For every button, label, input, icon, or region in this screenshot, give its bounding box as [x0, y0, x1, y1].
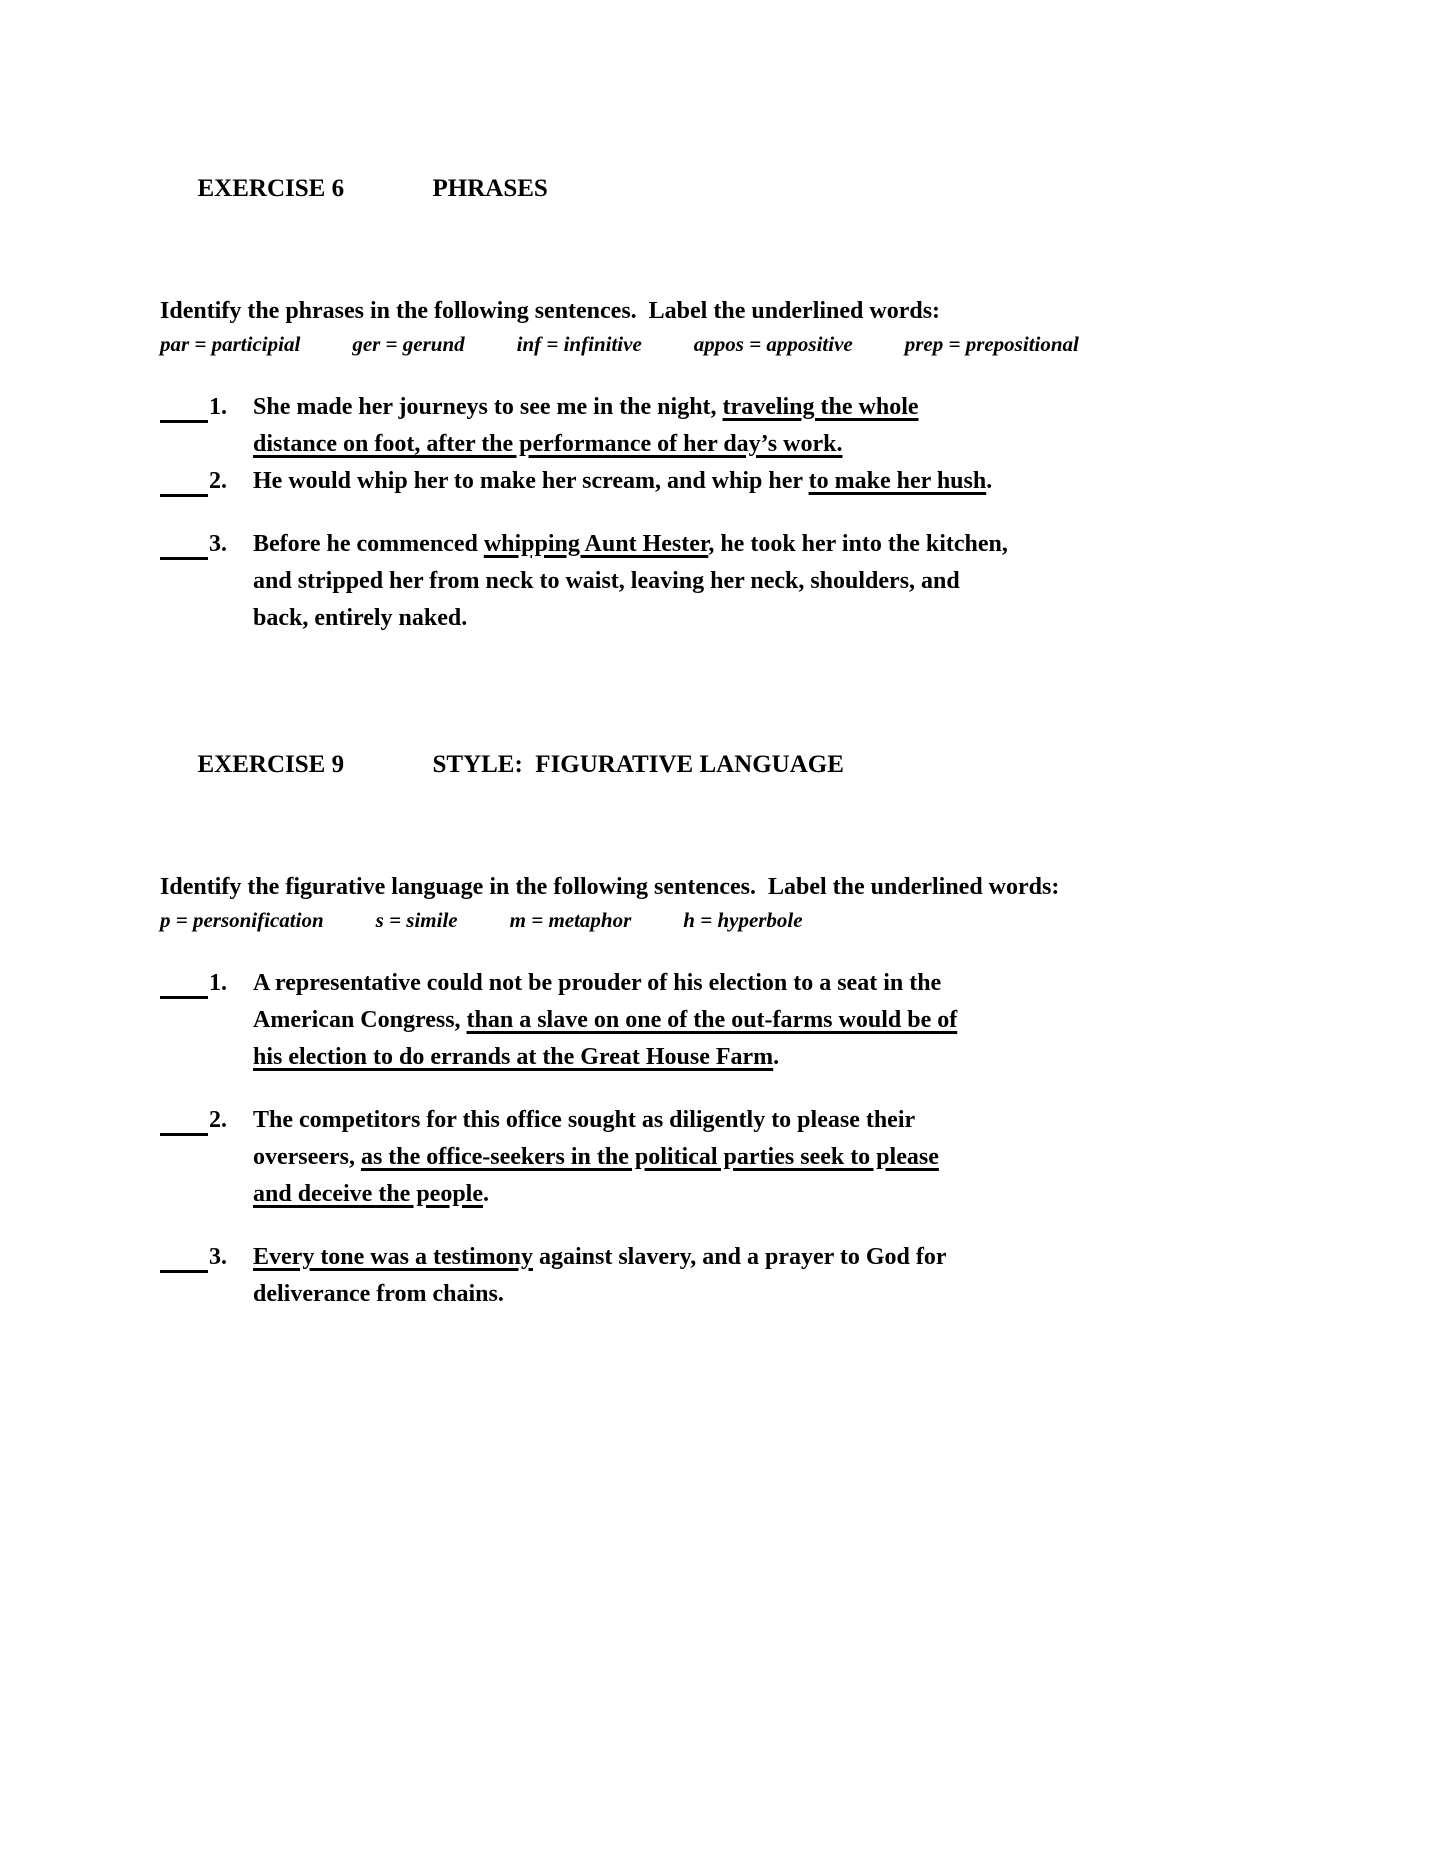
- key-entry: inf = infinitive: [516, 332, 642, 356]
- item-text-line: [253, 600, 1008, 637]
- item-number: 1.: [209, 970, 227, 996]
- item-text: [253, 965, 957, 1076]
- item-text-line: [253, 1102, 939, 1139]
- plain-text: She made her journeys to see me in the night,: [253, 394, 723, 420]
- exercise-9-items: [160, 965, 1325, 1313]
- item-text-line: [253, 463, 992, 500]
- answer-blank: [160, 526, 208, 560]
- underlined-phrase: his election to do errands at the Great House Farm: [253, 1044, 774, 1070]
- item-number: 2.: [209, 1107, 227, 1133]
- exercise-9-heading-label: EXERCISE 9: [197, 751, 345, 778]
- item-text-line: [253, 1276, 947, 1313]
- section-exercise-9: [160, 717, 1325, 1313]
- key-entry: m = metaphor: [509, 908, 632, 932]
- plain-text: against slavery, and a prayer to God for: [532, 1244, 947, 1270]
- item-text: [253, 526, 1008, 637]
- underlined-phrase: Every tone was a testimony: [253, 1244, 533, 1270]
- plain-text: overseers,: [253, 1144, 361, 1170]
- exercise-9-instructions: Identify the figurative language in the following sentences. Label the underlined words:: [160, 874, 1060, 900]
- item-number: 3.: [209, 1244, 227, 1270]
- item-text-line: [253, 1239, 947, 1276]
- plain-text: .: [482, 1181, 489, 1207]
- answer-blank: [160, 965, 208, 999]
- key-entry: appos = appositive: [693, 332, 853, 356]
- exercise-item: [160, 965, 1325, 1076]
- item-number: 3.: [209, 531, 227, 557]
- exercise-item: [160, 463, 1325, 500]
- underlined-phrase: distance on foot, after the performance of her day’s work.: [253, 431, 843, 457]
- item-text: [253, 1102, 939, 1213]
- underlined-phrase: and deceive the people: [253, 1181, 483, 1207]
- key-entry: par = participial: [160, 332, 301, 356]
- answer-blank: [160, 463, 208, 497]
- plain-text: deliverance from chains.: [253, 1281, 504, 1307]
- key-entry: prep = prepositional: [904, 332, 1079, 356]
- underlined-phrase: whipping Aunt Hester: [483, 531, 709, 557]
- exercise-9-heading: [160, 717, 1325, 813]
- answer-blank: [160, 389, 208, 423]
- item-text: [253, 1239, 947, 1313]
- exercise-item: [160, 389, 1325, 463]
- plain-text: and stripped her from neck to waist, leaving her neck, shoulders, and: [253, 568, 960, 594]
- plain-text: He would whip her to make her scream, and whip her: [253, 468, 809, 494]
- exercise-item: [160, 1102, 1325, 1213]
- item-text-line: [253, 1002, 957, 1039]
- underlined-phrase: to make her hush: [808, 468, 987, 494]
- item-text-line: [253, 965, 957, 1002]
- exercise-item: [160, 1239, 1325, 1313]
- item-text: [253, 463, 992, 500]
- item-text-line: [253, 389, 919, 426]
- key-entry: s = simile: [375, 908, 458, 932]
- plain-text: A representative could not be prouder of his election to a seat in the: [253, 970, 942, 996]
- key-entry: h = hyperbole: [683, 908, 803, 932]
- underlined-phrase: than a slave on one of the out-farms would be of: [466, 1007, 958, 1033]
- item-text-line: [253, 1176, 939, 1213]
- exercise-item: [160, 526, 1325, 637]
- item-text-line: [253, 426, 919, 463]
- key-entry: ger = gerund: [352, 332, 465, 356]
- exercise-6-heading: [160, 141, 1325, 237]
- item-number: 1.: [209, 394, 227, 420]
- plain-text: .: [773, 1044, 780, 1070]
- answer-blank: [160, 1239, 208, 1273]
- exercise-6-abbreviation-key: [160, 329, 1325, 359]
- underlined-phrase: traveling the whole: [722, 394, 919, 420]
- plain-text: .: [986, 468, 993, 494]
- exercise-6-heading-label: EXERCISE 6: [197, 175, 345, 202]
- exercise-9-abbreviation-key: [160, 905, 1325, 935]
- item-text: [253, 389, 919, 463]
- key-entry: p = personification: [160, 908, 324, 932]
- plain-text: back, entirely naked.: [253, 605, 468, 631]
- plain-text: , he took her into the kitchen,: [708, 531, 1008, 557]
- section-exercise-6: [160, 141, 1325, 637]
- item-text-line: [253, 526, 1008, 563]
- plain-text: American Congress,: [253, 1007, 467, 1033]
- exercise-9-heading-title: STYLE: FIGURATIVE LANGUAGE: [432, 751, 844, 778]
- item-number: 2.: [209, 468, 227, 494]
- plain-text: The competitors for this office sought as diligently to please their: [253, 1107, 916, 1133]
- underlined-phrase: as the office-seekers in the political parties seek to please: [360, 1144, 939, 1170]
- plain-text: Before he commenced: [253, 531, 484, 557]
- item-text-line: [253, 1039, 957, 1076]
- exercise-6-heading-title: PHRASES: [432, 175, 548, 202]
- exercise-6-items: [160, 389, 1325, 637]
- answer-blank: [160, 1102, 208, 1136]
- exercise-6-instructions: Identify the phrases in the following sentences. Label the underlined words:: [160, 298, 941, 324]
- item-text-line: [253, 563, 1008, 600]
- item-text-line: [253, 1139, 939, 1176]
